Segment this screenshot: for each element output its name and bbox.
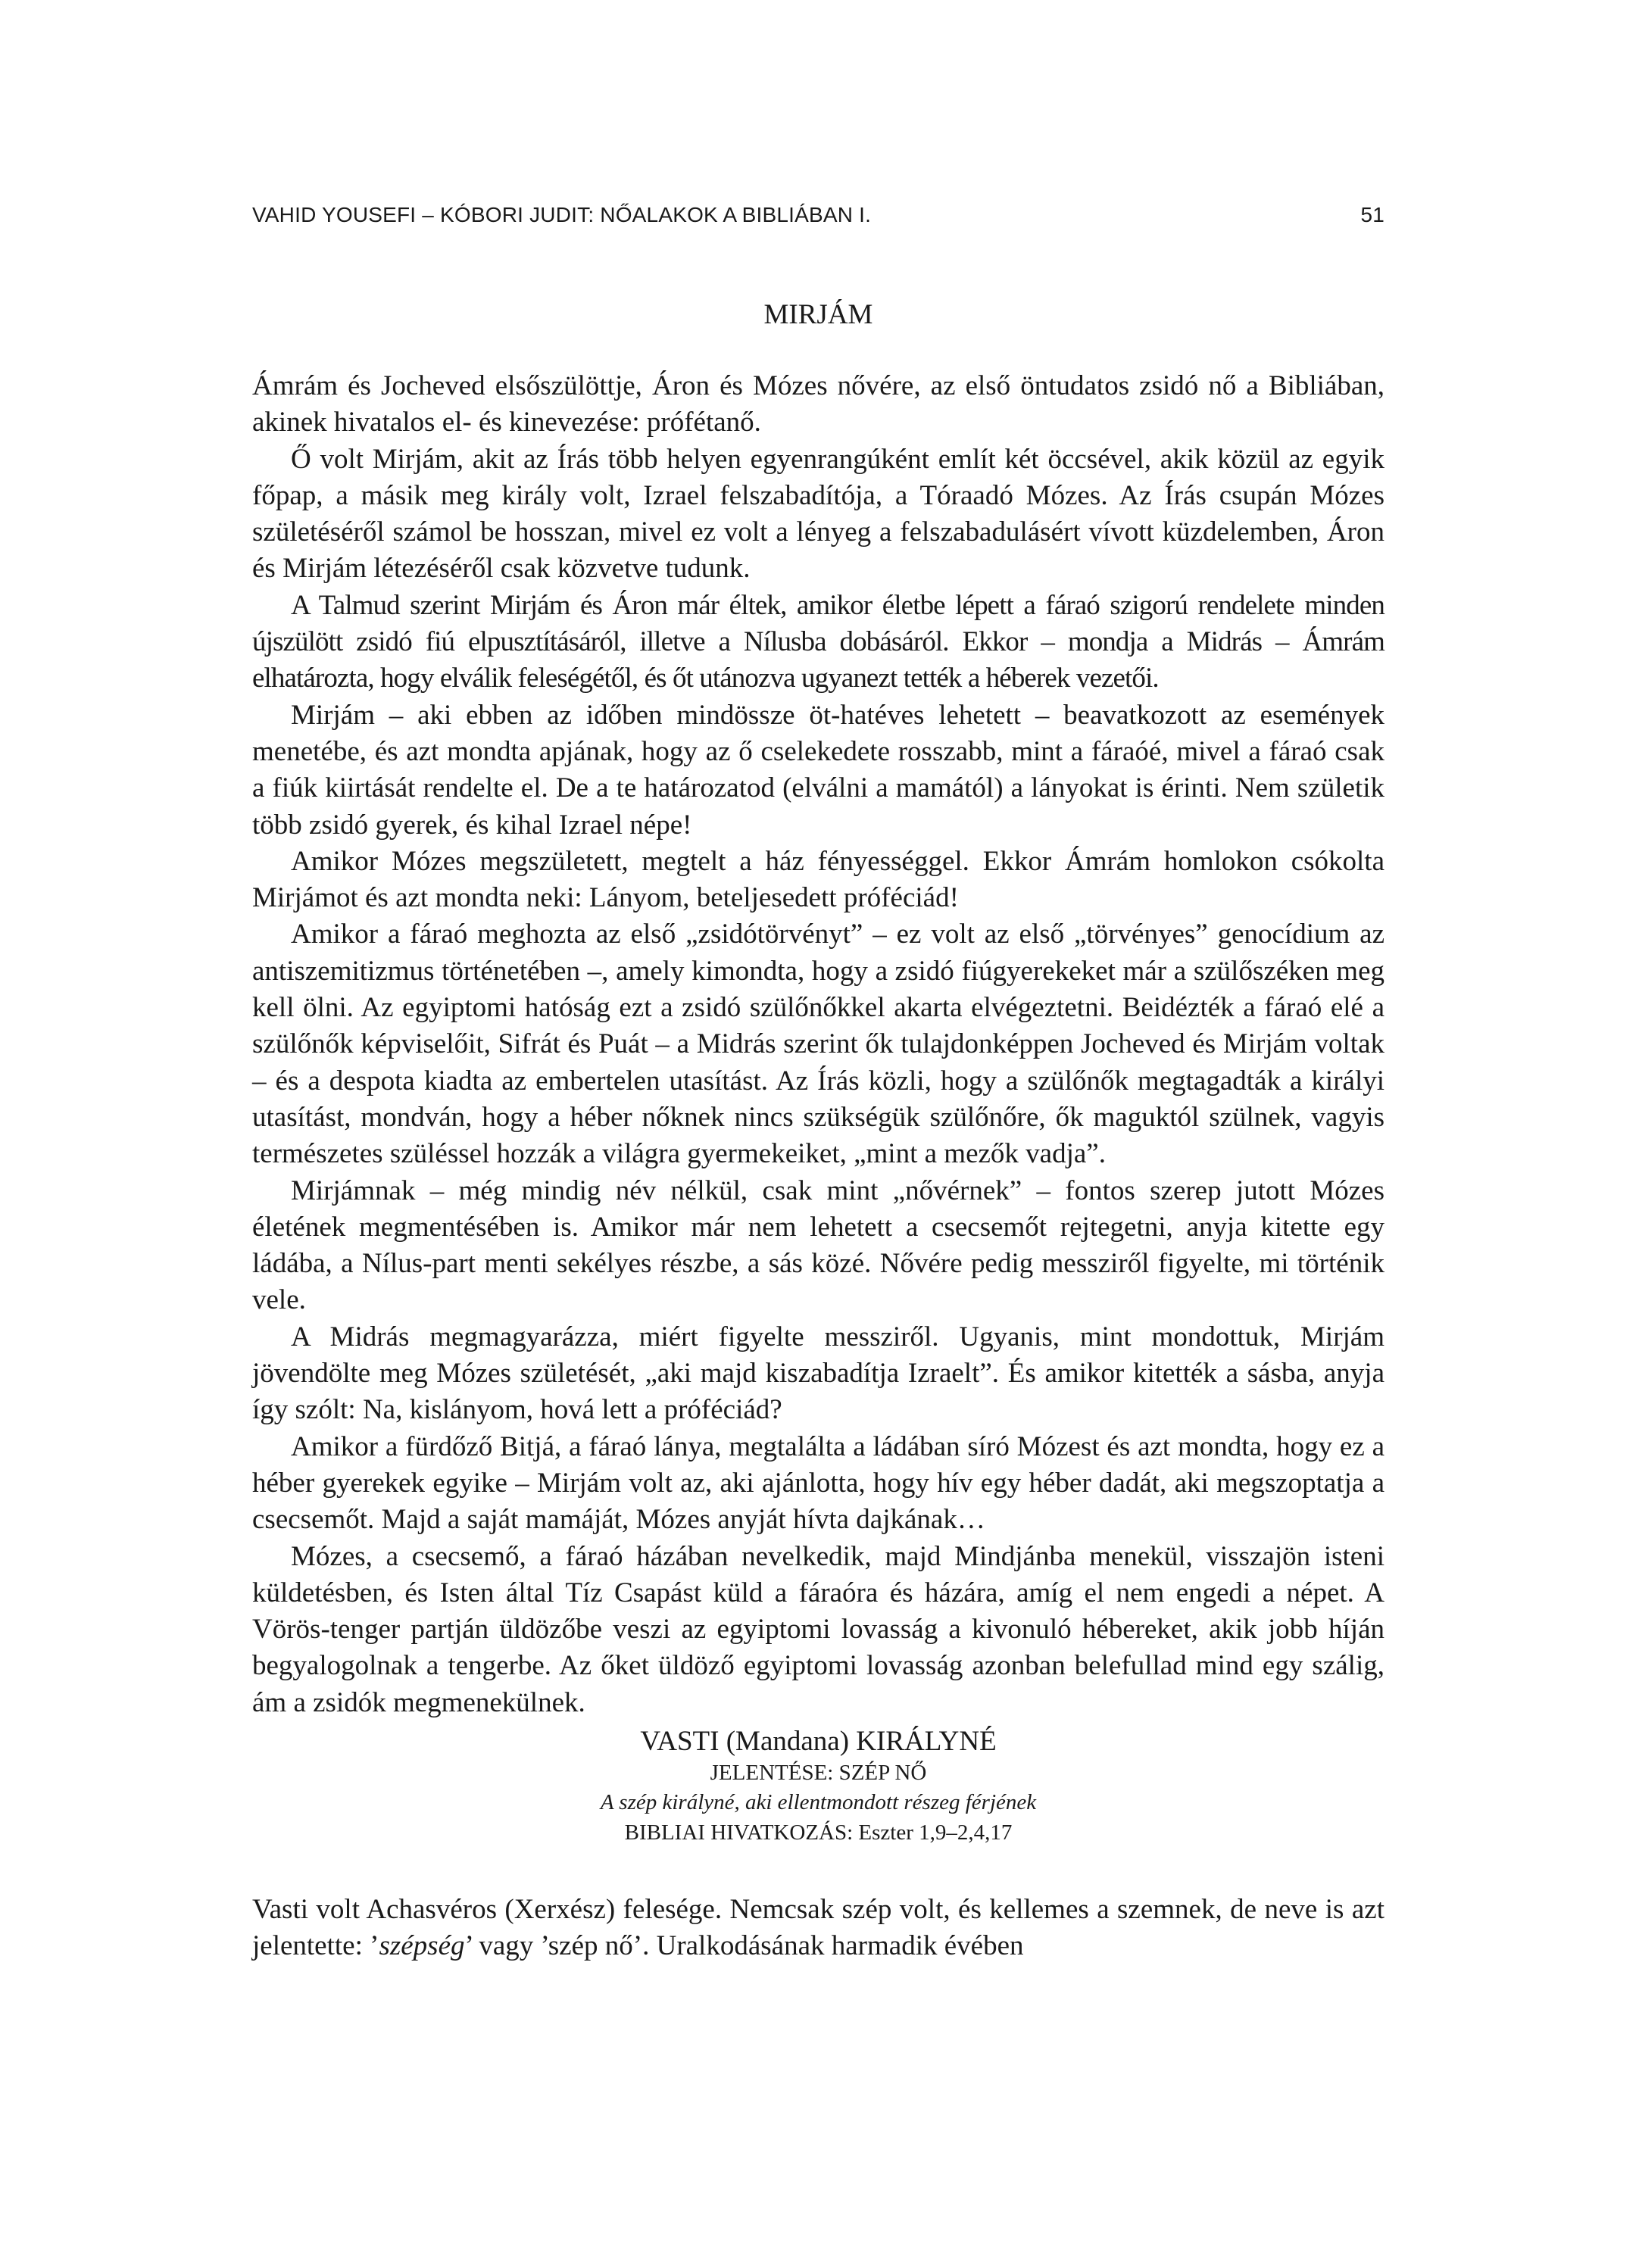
paragraph: Amikor a fáraó meghozta az első „zsidótörvényt” – ez volt az első „törvényes” genocídium az antiszemitizmus történetében –, amely kimondta, hogy a zsidó fiúgyerekeket már a szülőszéken meg kell ölni. Az egyiptomi hatóság ezt a zsidó szülőnőkkel akarta elvégeztetni. Beidézték a fáraó elé a szülőnők képviselőit, Sifrát és Puát – a Midrás szerint ők tulajdonképpen Jocheved és Mirjám voltak – és a despota kiadta az embertelen utasítást. Az Írás közli, hogy a szülőnők megtagadták a királyi utasítást, mondván, hogy a héber nőknek nincs szükségük szülőnőre, ők maguktól szülnek, vagyis természetes szüléssel hozzák a világra gyermekeiket, „mint a mezők vadja”. [252,919,1384,1170]
section-subtitle: A szép királyné, aki ellentmondott részeg férjének [600,1790,1037,1814]
emphasized-word: szépség [379,1930,465,1962]
paragraph: Mirjám – aki ebben az időben mindössze öt-hatéves lehetett – beavatkozott az események menetébe, és azt mondta apjának, hogy az ő cselekedete rosszabb, mint a fáraóé, mivel a fáraó csak a fiúk kiirtását rendelte el. De a te határozatod (elválni a mamától) a lányokat is érinti. Nem születik több zsidó gyerek, és kihal Izrael népe! [252,699,1384,841]
paragraph-text: ’ vagy ’szép nő’. Uralkodásának harmadik évében [464,1930,1024,1962]
paragraph: Mirjámnak – még mindig név nélkül, csak mint „nővérnek” – fontos szerep jutott Mózes életének megmentésében is. Amikor már nem lehetett a csecsemőt rejtegetni, anyja kitette egy ládába, a Nílus-part menti sekélyes részbe, a sás közé. Nővére pedig messziről figyelte, mi történik vele. [252,1175,1384,1316]
section-title-mirjam: MIRJÁM [763,299,873,330]
paragraph: Mózes, a csecsemő, a fáraó házában nevelkedik, majd Mindjánba menekül, visszajön isteni küldetésben, és Isten által Tíz Csapást küld a fáraóra és házára, amíg el nem engedi a népet. A Vörös-tenger partján üldözőbe veszi az egyiptomi lovasság a kivonuló hébereket, akik jobb híján begyalogolnak a tengerbe. Az őket üldöző egyiptomi lovasság azonban belefullad mind egy szálig, ám a zsidók megmenekülnek. [252,1540,1384,1718]
section-body-mirjam [252,368,1384,1721]
paragraph: Amikor a fürdőző Bitjá, a fáraó lánya, megtalálta a ládában síró Mózest és azt mondta, hogy ez a héber gyerekek egyike – Mirjám volt az, aki ajánlotta, hogy hív egy héber dadát, aki megszoptatja a csecsemőt. Majd a saját mamáját, Mózes anyját hívta dajkának… [252,1430,1384,1536]
page-number: 51 [1360,203,1384,226]
section-body-vasti [252,1892,1384,1965]
name-meaning: JELENTÉSE: SZÉP NŐ [710,1761,927,1785]
paragraph: Amikor Mózes megszületett, megtelt a ház fényességgel. Ekkor Ámrám homlokon csókolta Mirjámot és azt mondta neki: Lányom, beteljesedett próféciád! [252,845,1384,914]
paragraph: Ő volt Mirjám, akit az Írás több helyen egyenrangúként említ két öccsével, akik közül az egyik főpap, a másik meg király volt, Izrael felszabadítója, a Tóraadó Mózes. Az Írás csupán Mózes születéséről számol be hosszan, mivel ez volt a lényeg a felszabadulásért vívott küzdelemben, Áron és Mirjám létezéséről csak közvetve tudunk. [252,443,1384,585]
section-heading-vasti [252,1725,1384,1848]
biblical-reference: BIBLIAI HIVATKOZÁS: Eszter 1,9–2,4,17 [624,1820,1013,1845]
paragraph: Ámrám és Jocheved elsőszülöttje, Áron és Mózes nővére, az első öntudatos zsidó nő a Bibliában, akinek hivatalos el- és kinevezése: prófétanő. [252,370,1384,438]
section-title-vasti: VASTI (Mandana) KIRÁLYNÉ [640,1726,997,1757]
paragraph: A Midrás megmagyarázza, miért figyelte messziről. Ugyanis, mint mondottuk, Mirjám jövendölte meg Mózes születését, „aki majd kiszabadítja Izraelt”. És amikor kitették a sásba, anyja így szólt: Na, kislányom, hová lett a próféciád? [252,1321,1384,1426]
running-title: VAHID YOUSEFI – KÓBORI JUDIT: NŐALAKOK A BIBLIÁBAN I. [252,203,872,226]
paragraph [252,1892,1384,1965]
paragraph: A Talmud szerint Mirjám és Áron már éltek, amikor életbe lépett a fáraó szigorú rendelete minden újszülött zsidó fiú elpusztításáról, illetve a Nílusba dobásáról. Ekkor – mondja a Midrás – Ámrám elhatározta, hogy elválik feleségétől, és őt utánozva ugyanezt tették a héberek vezetői. [252,589,1384,694]
running-header [252,203,1384,233]
book-page [252,0,1384,2268]
paragraph-text: Vasti volt Achasvéros (Xerxész) felesége. Nemcsak szép volt, és kellemes a szemnek, de neve is azt jelentette: ’ [252,1894,1384,1962]
